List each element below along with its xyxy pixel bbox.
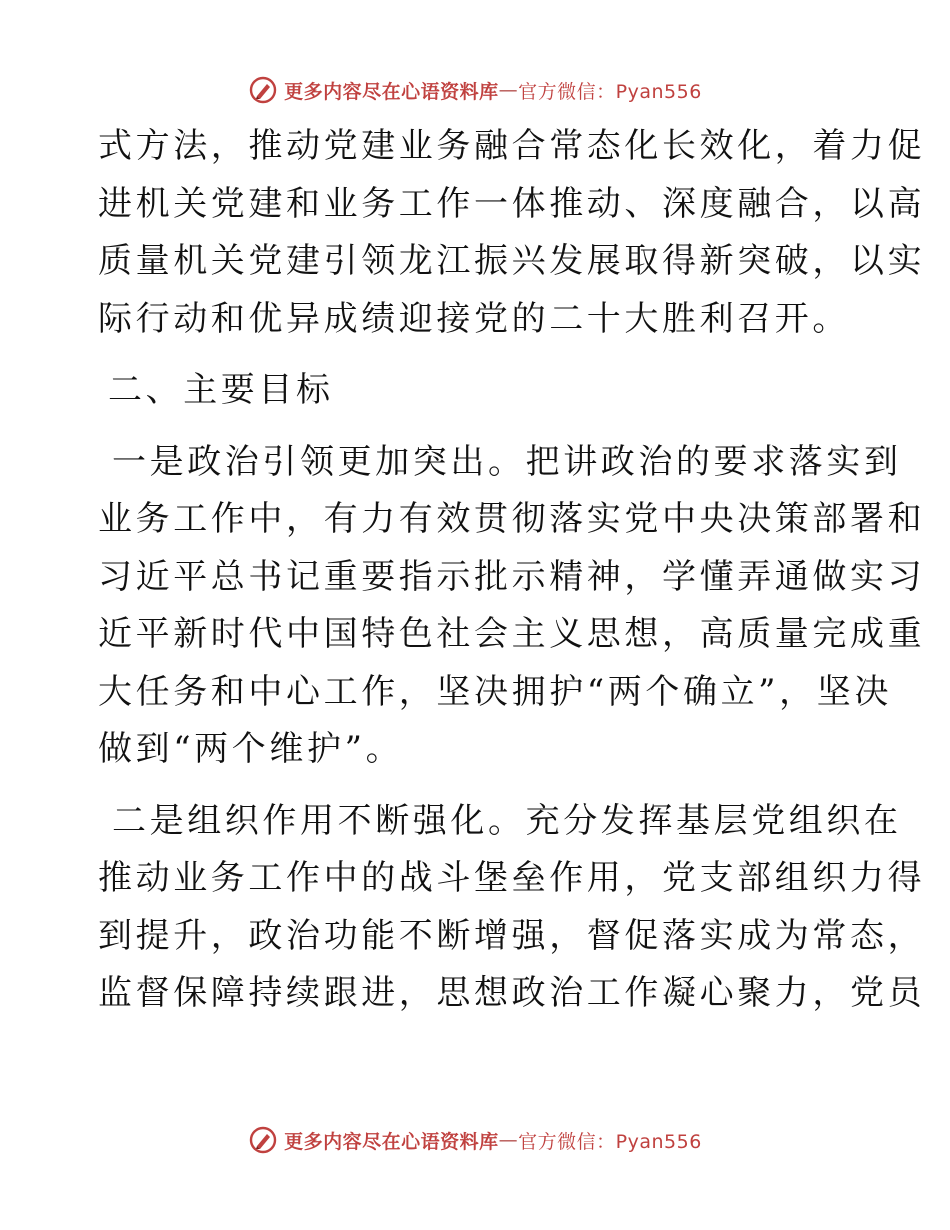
watermark-wechat-text: 官方微信：Pyan556 xyxy=(518,80,702,103)
text-line: 做到“两个维护”。 xyxy=(98,729,404,769)
section-heading xyxy=(98,362,858,420)
text-line: 质量机关党建引领龙江振兴发展取得新突破，以实 xyxy=(98,241,926,281)
footer-watermark xyxy=(0,1120,950,1160)
text-line: 大任务和中心工作，坚决拥护“两个确立”，坚决 xyxy=(98,671,892,712)
watermark-dash: — xyxy=(498,79,519,101)
text-line: 进机关党建和业务工作一体推动、深度融合，以高 xyxy=(98,183,926,224)
pen-logo-icon xyxy=(248,75,278,105)
document-body xyxy=(98,118,926,1023)
text-line: 习近平总书记重要指示批示精神，学懂弄通做实习 xyxy=(98,556,926,597)
watermark-dash: — xyxy=(498,1129,519,1151)
text-line: 近平新时代中国特色社会主义思想，高质量完成重 xyxy=(98,614,926,654)
paragraph-organization-role xyxy=(98,793,926,1023)
watermark-main-text: 更多内容尽在心语资料库 xyxy=(284,80,499,103)
pen-logo-icon xyxy=(248,1125,278,1155)
paragraph-intro xyxy=(98,118,926,348)
watermark-main-text: 更多内容尽在心语资料库 xyxy=(284,1130,499,1153)
text-line: 到提升，政治功能不断增强，督促落实成为常态， xyxy=(98,915,926,956)
text-line: 二是组织作用不断强化。充分发挥基层党组织在 xyxy=(112,800,902,841)
text-line: 式方法，推动党建业务融合常态化长效化，着力促 xyxy=(98,126,926,166)
header-watermark xyxy=(0,70,950,110)
text-line: 监督保障持续跟进，思想政治工作凝心聚力，党员 xyxy=(98,973,926,1013)
text-line: 业务工作中，有力有效贯彻落实党中央决策部署和 xyxy=(98,499,926,539)
heading-main-goals: 二、主要目标 xyxy=(108,370,334,410)
watermark-wechat-text: 官方微信：Pyan556 xyxy=(518,1130,702,1153)
paragraph-political-leadership xyxy=(98,434,926,779)
text-line: 推动业务工作中的战斗堡垒作用，党支部组织力得 xyxy=(98,858,926,898)
text-line: 际行动和优异成绩迎接党的二十大胜利召开。 xyxy=(98,298,850,339)
text-line: 一是政治引领更加突出。把讲政治的要求落实到 xyxy=(112,441,902,482)
